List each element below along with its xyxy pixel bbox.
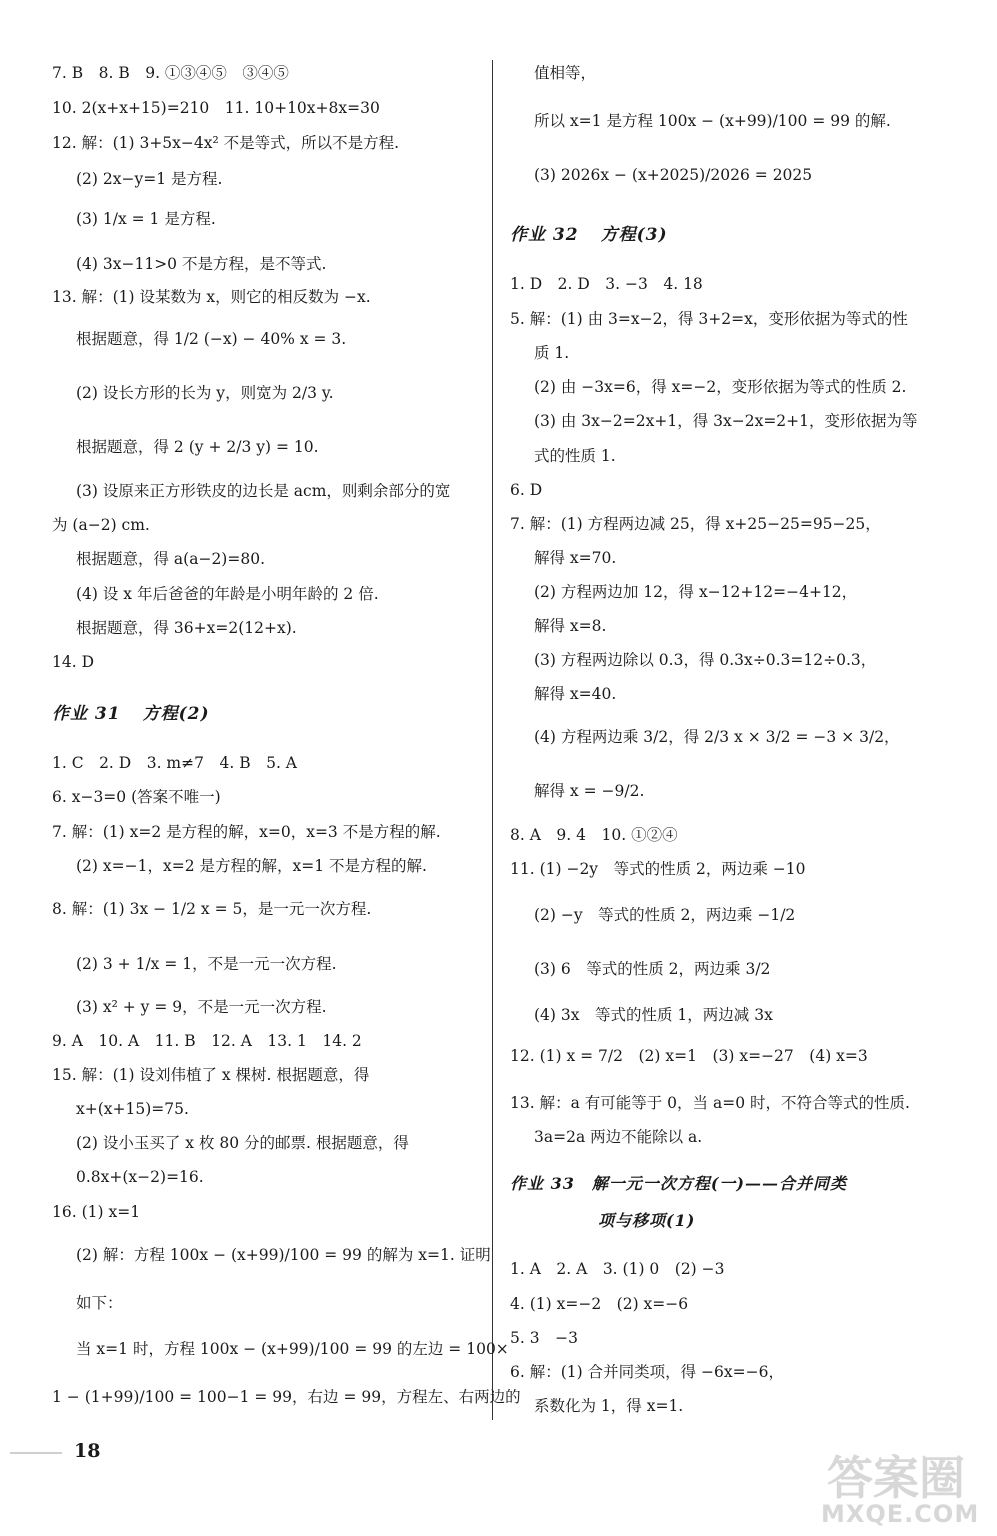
- answer-line: 所以 x=1 是方程 100x − (x+99)/100 = 99 的解.: [534, 112, 891, 130]
- answer-line: 7. 解：(1) 方程两边减 25，得 x+25−25=95−25，: [510, 515, 881, 533]
- answer-line: (3) x² + y = 9，不是一元一次方程.: [76, 998, 327, 1016]
- answer-line: 根据题意，得 2 (y + 2/3 y) = 10.: [76, 438, 319, 456]
- answer-line: 质 1.: [534, 344, 570, 362]
- answer-line: 解得 x = −9/2.: [534, 782, 645, 800]
- page-number-bar: [10, 1452, 62, 1454]
- answer-line: (3) 1/x = 1 是方程.: [76, 210, 216, 228]
- answer-line: (3) 设原来正方形铁皮的边长是 acm，则剩余部分的宽: [76, 482, 451, 500]
- answer-line: 1. A 2. A 3. (1) 0 (2) −3: [510, 1260, 725, 1278]
- answer-line: (2) 解：方程 100x − (x+99)/100 = 99 的解为 x=1. 证明: [76, 1246, 491, 1264]
- answer-line: (2) 设小玉买了 x 枚 80 分的邮票. 根据题意，得: [76, 1134, 409, 1152]
- answer-line: (2) 2x−y=1 是方程.: [76, 170, 223, 188]
- answer-line: 解得 x=8.: [534, 617, 607, 635]
- answer-line: 3a=2a 两边不能除以 a.: [534, 1128, 703, 1146]
- section-number: 作业 31: [52, 704, 121, 724]
- answer-line: 6. x−3=0 (答案不唯一): [52, 788, 221, 806]
- answer-line: 根据题意，得 1/2 (−x) − 40% x = 3.: [76, 330, 347, 348]
- answer-line: 式的性质 1.: [534, 447, 616, 465]
- section-number: 作业 32: [510, 225, 579, 245]
- answer-line: 12. (1) x = 7/2 (2) x=1 (3) x=−27 (4) x=3: [510, 1047, 868, 1065]
- answer-line: 5. 3 −3: [510, 1329, 578, 1347]
- answer-line: (2) −y 等式的性质 2，两边乘 −1/2: [534, 906, 796, 924]
- section-title: 方程(2): [142, 704, 210, 724]
- section-heading-33: 作业 33 解一元一次方程(一)——合并同类: [510, 1174, 847, 1193]
- answer-line: 4. (1) x=−2 (2) x=−6: [510, 1295, 689, 1313]
- answer-line: 7. B 8. B 9. ①③④⑤ ③④⑤: [52, 64, 289, 82]
- answer-line: 5. 解：(1) 由 3=x−2，得 3+2=x，变形依据为等式的性: [510, 310, 908, 328]
- answer-line: (3) 方程两边除以 0.3，得 0.3x÷0.3=12÷0.3，: [534, 651, 877, 669]
- answer-line: 8. 解：(1) 3x − 1/2 x = 5，是一元一次方程.: [52, 900, 372, 918]
- answer-line: 10. 2(x+x+15)=210 11. 10+10x+8x=30: [52, 99, 380, 117]
- answer-line: 根据题意，得 36+x=2(12+x).: [76, 619, 297, 637]
- answer-line: 16. (1) x=1: [52, 1203, 141, 1221]
- answer-line: (3) 由 3x−2=2x+1，得 3x−2x=2+1，变形依据为等: [534, 412, 918, 430]
- answer-line: 6. 解：(1) 合并同类项，得 −6x=−6，: [510, 1363, 784, 1381]
- answer-line: 解得 x=70.: [534, 549, 617, 567]
- answer-line: 0.8x+(x−2)=16.: [76, 1168, 204, 1186]
- answer-line: 13. 解：(1) 设某数为 x，则它的相反数为 −x.: [52, 288, 371, 306]
- answer-line: 14. D: [52, 653, 95, 671]
- answer-line: 系数化为 1，得 x=1.: [534, 1397, 684, 1415]
- answer-line: 根据题意，得 a(a−2)=80.: [76, 550, 265, 568]
- answer-line: (3) 2026x − (x+2025)/2026 = 2025: [534, 166, 813, 184]
- answer-line: 15. 解：(1) 设刘伟植了 x 棵树. 根据题意，得: [52, 1066, 370, 1084]
- answer-line: (4) 3x 等式的性质 1，两边减 3x: [534, 1006, 773, 1024]
- watermark-url: MXQE.COM: [821, 1500, 980, 1528]
- answer-line: 7. 解：(1) x=2 是方程的解，x=0，x=3 不是方程的解.: [52, 823, 441, 841]
- watermark-text: 答案圈: [827, 1451, 965, 1505]
- answer-line: 1. C 2. D 3. m≠7 4. B 5. A: [52, 754, 297, 772]
- answer-line: (2) 方程两边加 12，得 x−12+12=−4+12，: [534, 583, 858, 601]
- answer-line: 13. 解：a 有可能等于 0，当 a=0 时，不符合等式的性质.: [510, 1094, 910, 1112]
- page-number: 18: [74, 1440, 101, 1462]
- answer-line: 解得 x=40.: [534, 685, 617, 703]
- answer-line: (4) 3x−11>0 不是方程，是不等式.: [76, 255, 327, 273]
- answer-line: 8. A 9. 4 10. ①②④: [510, 826, 678, 844]
- answer-line: (4) 设 x 年后爸爸的年龄是小明年龄的 2 倍.: [76, 585, 379, 603]
- section-title: 方程(3): [600, 225, 668, 245]
- answer-line: (3) 6 等式的性质 2，两边乘 3/2: [534, 960, 771, 978]
- answer-line: (4) 方程两边乘 3/2，得 2/3 x × 3/2 = −3 × 3/2，: [534, 728, 900, 746]
- answer-line: 11. (1) −2y 等式的性质 2，两边乘 −10: [510, 860, 806, 878]
- section-heading-31: [52, 703, 210, 725]
- answer-line: 12. 解：(1) 3+5x−4x² 不是等式，所以不是方程.: [52, 134, 400, 152]
- answer-line: 如下：: [76, 1294, 123, 1312]
- answer-line: (2) 由 −3x=6，得 x=−2，变形依据为等式的性质 2.: [534, 378, 907, 396]
- answer-line: 值相等，: [534, 64, 597, 82]
- answer-line: 9. A 10. A 11. B 12. A 13. 1 14. 2: [52, 1032, 362, 1050]
- answer-line: (2) 设长方形的长为 y，则宽为 2/3 y.: [76, 384, 334, 402]
- answer-line: 1. D 2. D 3. −3 4. 18: [510, 275, 703, 293]
- answer-line: 为 (a−2) cm.: [52, 516, 150, 534]
- column-divider: [492, 60, 493, 1420]
- section-heading-32: [510, 224, 668, 246]
- answer-line: (2) x=−1，x=2 是方程的解，x=1 不是方程的解.: [76, 857, 427, 875]
- section-heading-33-cont: 项与移项(1): [598, 1211, 696, 1230]
- answer-line: 当 x=1 时，方程 100x − (x+99)/100 = 99 的左边 = 100×: [76, 1340, 509, 1358]
- answer-line: 1 − (1+99)/100 = 100−1 = 99，右边 = 99，方程左、右两边的: [52, 1388, 521, 1406]
- answer-line: (2) 3 + 1/x = 1，不是一元一次方程.: [76, 955, 337, 973]
- answer-line: x+(x+15)=75.: [76, 1100, 189, 1118]
- answer-line: 6. D: [510, 481, 543, 499]
- watermark-logo: [821, 1442, 980, 1528]
